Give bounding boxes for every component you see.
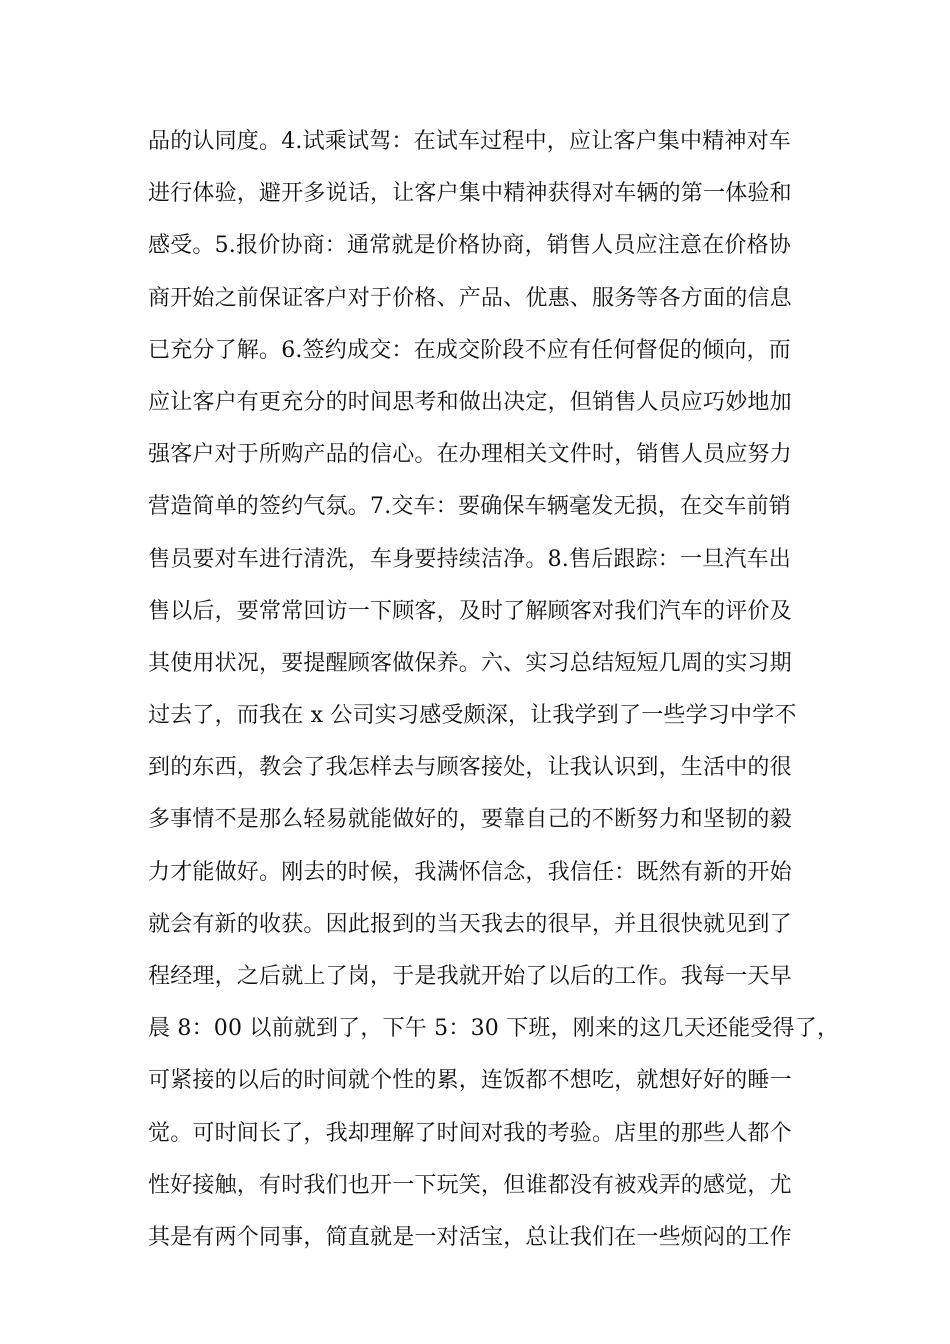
text-line: 品的认同度。4.试乘试驾：在试车过程中，应让客户集中精神对车 (148, 129, 791, 154)
text-line: 售员要对车进行清洗，车身要持续洁净。8.售后跟踪：一旦汽车出 (148, 546, 791, 572)
text-line: 应让客户有更充分的时间思考和做出决定，但销售人员应巧妙地加 (148, 389, 792, 415)
text-line: 晨 8：00 以前就到了，下午 5：30 下班，刚来的这几天还能受得了， (148, 1016, 840, 1042)
text-line: 商开始之前保证客户对于价格、产品、优惠、服务等各方面的信息 (148, 285, 792, 311)
body-text (148, 129, 840, 1279)
text-line: 强客户对于所购产品的信心。在办理相关文件时，销售人员应努力 (148, 442, 792, 468)
text-line: 营造简单的签约气氛。7.交车：要确保车辆毫发无损，在交车前销 (148, 494, 791, 520)
text-line: 已充分了解。6.签约成交：在成交阶段不应有任何督促的倾向，而 (148, 337, 791, 363)
text-line: 就会有新的收获。因此报到的当天我去的很早，并且很快就见到了 (148, 911, 792, 937)
text-line: 售以后，要常常回访一下顾客，及时了解顾客对我们汽车的评价及 (148, 598, 792, 624)
text-line: 其使用状况，要提醒顾客做保养。六、实习总结短短几周的实习期 (148, 650, 792, 676)
text-line: 性好接触，有时我们也开一下玩笑，但谁都没有被戏弄的感觉，尤 (148, 1172, 792, 1198)
text-line: 感受。5.报价协商：通常就是价格协商，销售人员应注意在价格协 (148, 233, 791, 259)
text-line: 到的东西，教会了我怎样去与顾客接处，让我认识到，生活中的很 (148, 755, 792, 781)
text-line: 觉。可时间长了，我却理解了时间对我的考验。店里的那些人都个 (148, 1120, 792, 1146)
text-line: 程经理，之后就上了岗，于是我就开始了以后的工作。我每一天早 (148, 964, 792, 989)
text-line: 多事情不是那么轻易就能做好的，要靠自己的不断努力和坚韧的毅 (148, 807, 792, 833)
text-line: 过去了，而我在 x 公司实习感受颇深，让我学到了一些学习中学不 (148, 703, 797, 729)
text-line: 进行体验，避开多说话，让客户集中精神获得对车辆的第一体验和 (148, 181, 792, 207)
text-line: 其是有两个同事，简直就是一对活宝，总让我们在一些烦闷的工作 (148, 1224, 792, 1250)
text-line: 可紧接的以后的时间就个性的累，连饭都不想吃，就想好好的睡一 (148, 1068, 792, 1094)
text-line: 力才能做好。刚去的时候，我满怀信念，我信任：既然有新的开始 (148, 859, 792, 885)
